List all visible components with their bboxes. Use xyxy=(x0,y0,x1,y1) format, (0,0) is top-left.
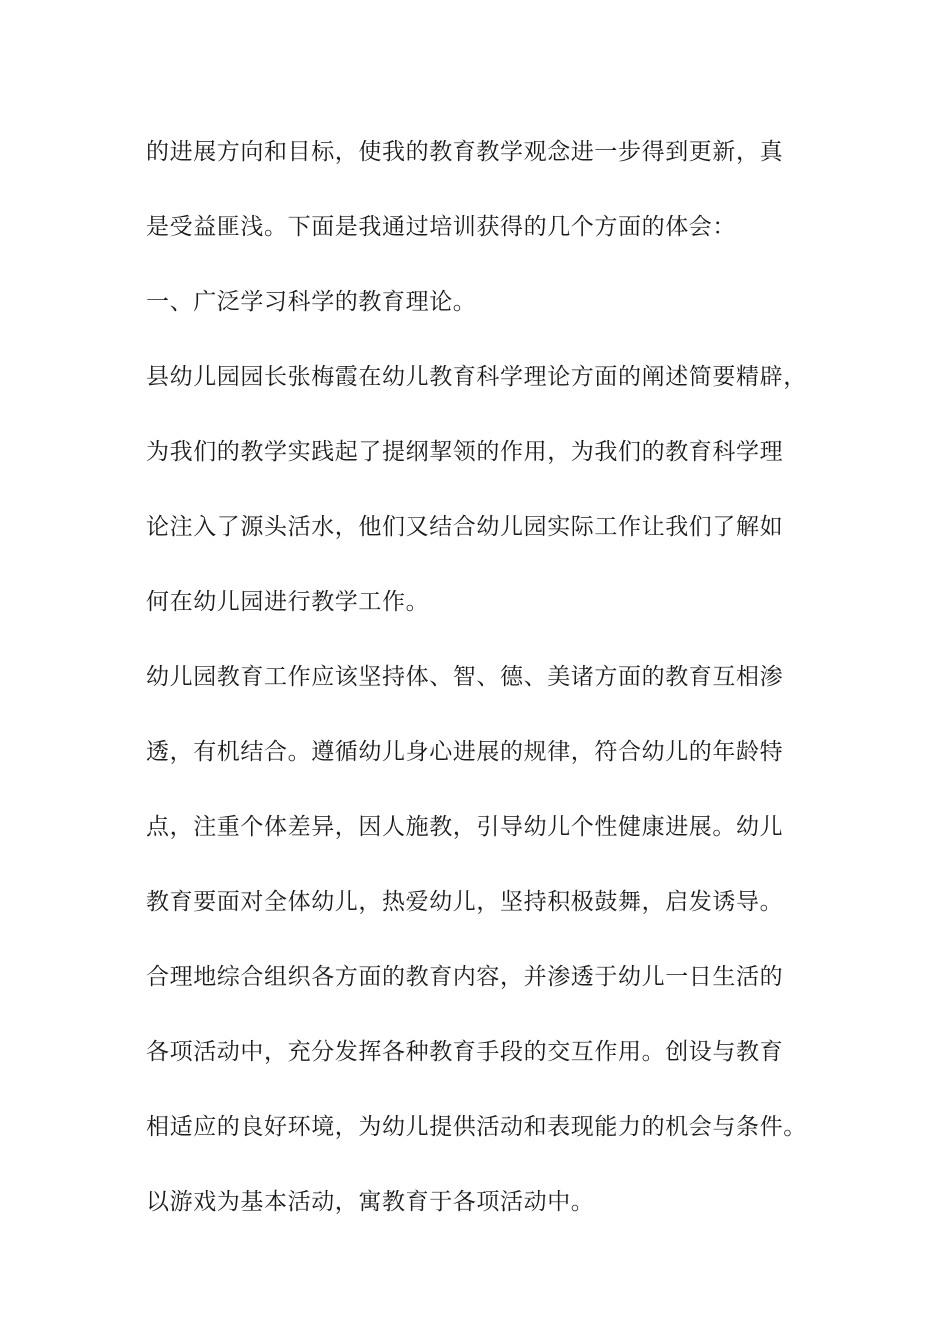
text-line: 是受益匪浅。下面是我通过培训获得的几个方面的体会： xyxy=(146,214,736,240)
text-line: 透，有机结合。遵循幼儿身心进展的规律，符合幼儿的年龄特 xyxy=(146,739,784,765)
text-line: 的进展方向和目标，使我的教育教学观念进一步得到更新，真 xyxy=(146,139,784,165)
text-line: 以游戏为基本活动，寓教育于各项活动中。 xyxy=(146,1189,595,1215)
text-line: 合理地综合组织各方面的教育内容，并渗透于幼儿一日生活的 xyxy=(146,964,784,990)
text-line: 论注入了源头活水，他们又结合幼儿园实际工作让我们了解如 xyxy=(146,514,784,540)
text-line: 幼儿园教育工作应该坚持体、智、德、美诸方面的教育互相渗 xyxy=(146,664,784,690)
text-line: 何在幼儿园进行教学工作。 xyxy=(146,589,430,615)
text-line: 相适应的良好环境，为幼儿提供活动和表现能力的机会与条件。 xyxy=(146,1114,807,1140)
section-heading: 一、广泛学习科学的教育理论。 xyxy=(146,289,477,315)
text-line: 点，注重个体差异，因人施教，引导幼儿个性健康进展。幼儿 xyxy=(146,814,784,840)
text-line: 县幼儿园园长张梅霞在幼儿教育科学理论方面的阐述简要精辟， xyxy=(146,364,807,390)
text-line: 各项活动中，充分发挥各种教育手段的交互作用。创设与教育 xyxy=(146,1039,784,1065)
text-line: 为我们的教学实践起了提纲挈领的作用，为我们的教育科学理 xyxy=(146,439,784,465)
text-line: 教育要面对全体幼儿，热爱幼儿，坚持积极鼓舞，启发诱导。 xyxy=(146,889,784,915)
body-text xyxy=(146,128,826,1253)
